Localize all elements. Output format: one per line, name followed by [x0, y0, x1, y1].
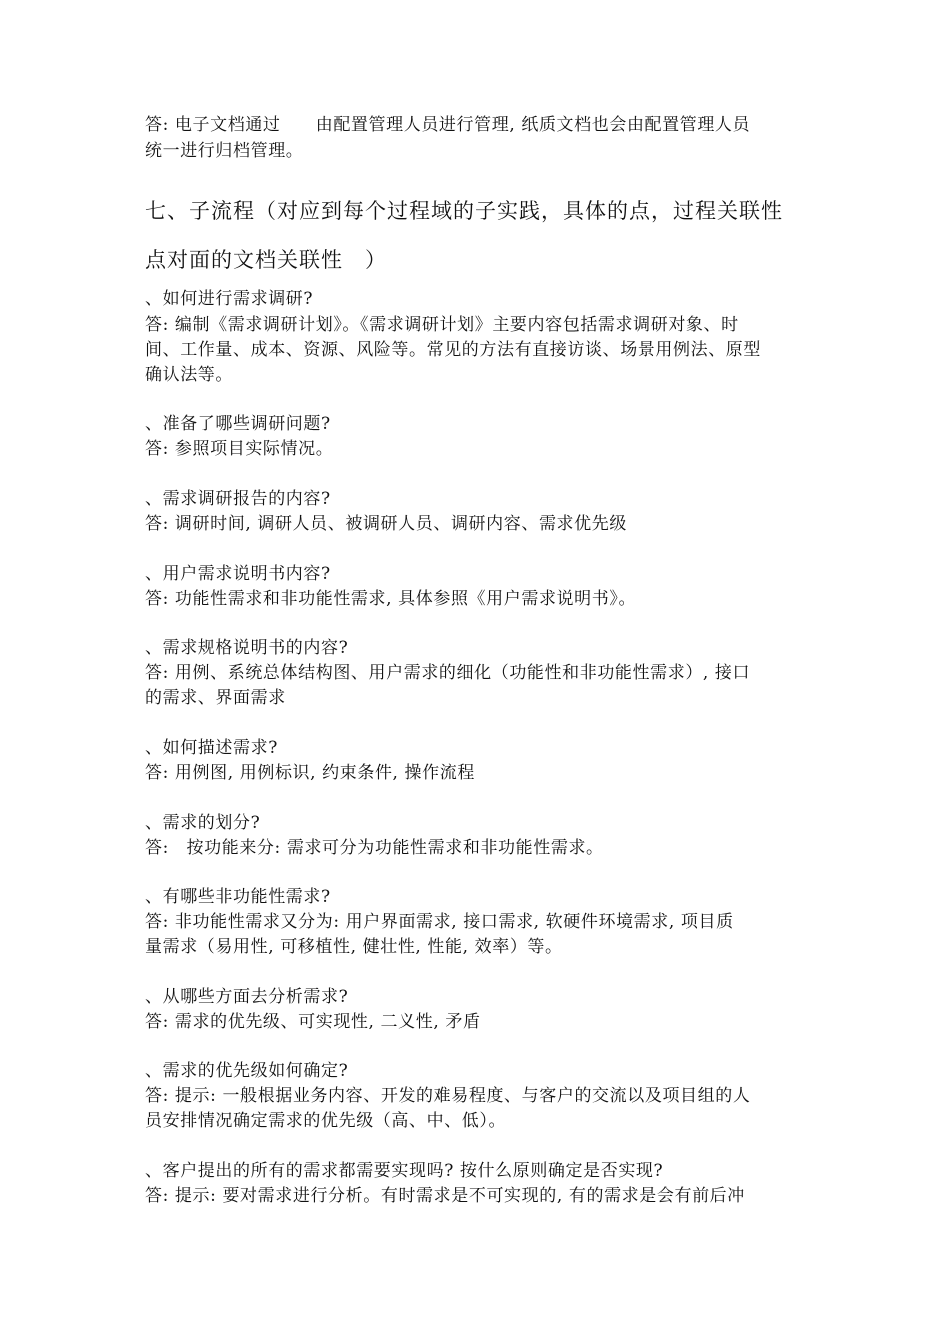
question-4: 、用户需求说明书内容? [145, 564, 331, 584]
question-5: 、需求规格说明书的内容? [145, 638, 349, 658]
answer-8-line-2: 量需求（易用性, 可移植性, 健壮性, 性能, 效率）等。 [145, 937, 563, 957]
question-9: 、从哪些方面去分析需求? [145, 987, 349, 1007]
question-11: 、客户提出的所有的需求都需要实现吗? 按什么原则确定是否实现? [145, 1161, 664, 1181]
question-3: 、需求调研报告的内容? [145, 489, 331, 509]
answer-11-line-1: 答: 提示: 要对需求进行分析。有时需求是不可实现的, 有的需求是会有前后冲 [145, 1186, 745, 1206]
answer-3-line-1: 答: 调研时间, 调研人员、被调研人员、调研内容、需求优先级 [145, 514, 627, 534]
question-1: 、如何进行需求调研? [145, 289, 314, 309]
question-8: 、有哪些非功能性需求? [145, 887, 331, 907]
answer-8-line-1: 答: 非功能性需求又分为: 用户界面需求, 接口需求, 软硬件环境需求, 项目质 [145, 912, 734, 932]
intro-answer-line-2: 统一进行归档管理。 [145, 141, 304, 161]
answer-10-line-2: 员安排情况确定需求的优先级（高、中、低）。 [145, 1111, 507, 1131]
answer-5-line-1: 答: 用例、系统总体结构图、用户需求的细化（功能性和非功能性需求）, 接口 [145, 663, 751, 683]
answer-7-line-1: 答: 按功能来分: 需求可分为功能性需求和非功能性需求。 [145, 838, 604, 858]
answer-6-line-1: 答: 用例图, 用例标识, 约束条件, 操作流程 [145, 763, 475, 783]
question-7: 、需求的划分? [145, 813, 261, 833]
question-10: 、需求的优先级如何确定? [145, 1061, 349, 1081]
answer-4-line-1: 答: 功能性需求和非功能性需求, 具体参照《用户需求说明书》。 [145, 589, 637, 609]
question-6: 、如何描述需求? [145, 738, 278, 758]
intro-answer-line-1: 答: 电子文档通过 由配置管理人员进行管理, 纸质文档也会由配置管理人员 [145, 115, 751, 135]
section-heading-line-2: 点对面的文档关联性 ） [145, 248, 387, 272]
answer-10-line-1: 答: 提示: 一般根据业务内容、开发的难易程度、与客户的交流以及项目组的人 [145, 1086, 751, 1106]
answer-9-line-1: 答: 需求的优先级、可实现性, 二义性, 矛盾 [145, 1012, 481, 1032]
answer-1-line-2: 间、工作量、成本、资源、风险等。常见的方法有直接访谈、场景用例法、原型 [145, 340, 761, 360]
answer-5-line-2: 的需求、界面需求 [145, 688, 286, 708]
question-2: 、准备了哪些调研问题? [145, 414, 331, 434]
answer-1-line-3: 确认法等。 [145, 365, 233, 385]
answer-2-line-1: 答: 参照项目实际情况。 [145, 439, 334, 459]
section-heading-line-1: 七、子流程（对应到每个过程域的子实践，具体的点，过程关联性 [145, 199, 783, 223]
answer-1-line-1: 答: 编制《需求调研计划》。《需求调研计划》主要内容包括需求调研对象、时 [145, 315, 739, 335]
